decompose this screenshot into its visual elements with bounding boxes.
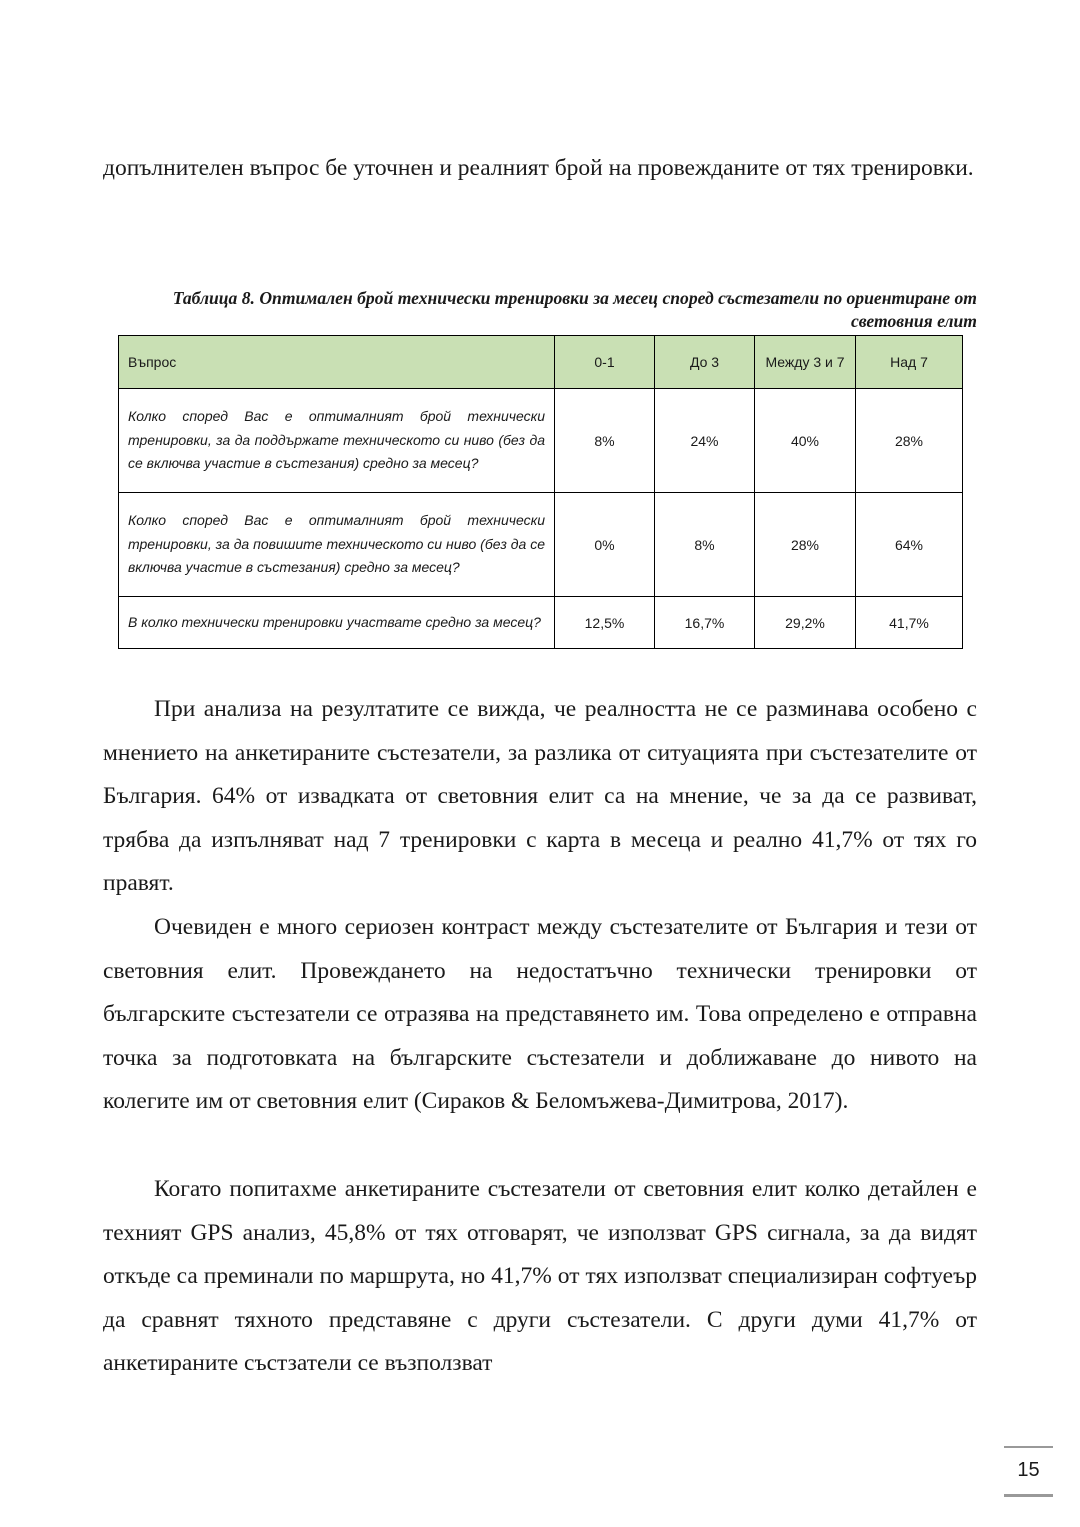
row-value: 29,2% <box>755 597 856 649</box>
header-up-to-3: До 3 <box>655 336 755 389</box>
row-value: 28% <box>755 493 856 597</box>
header-over-7: Над 7 <box>856 336 963 389</box>
row-question: Колко според Вас е оптималният брой технически тренировки, за да повишите техническото си ниво (без да се включва участие в състезания) средно за месец? <box>119 493 555 597</box>
body-paragraph: При анализа на резултатите се вижда, че реалността не се разминава особено с мнението на анкетираните състезатели, за разлика от ситуацията при състезателите от България. 64% от извадката от световния елит са на мнение, че за да се развиват, трябва да изпълняват над 7 тренировки с карта в месеца и реално 41,7% от тях го правят. <box>103 696 977 897</box>
row-question: В колко технически тренировки участвате средно за месец? <box>119 597 555 649</box>
row-value: 8% <box>655 493 755 597</box>
table-header-row <box>119 336 963 389</box>
row-value: 28% <box>856 389 963 493</box>
header-question: Въпрос <box>119 336 555 389</box>
row-value: 8% <box>555 389 655 493</box>
body-paragraph: Очевиден е много сериозен контраст между състезателите от България и тези от световния елит. Провеждането на недостатъчно технически тренировки от българските състезатели се отразява на представянето им. Това определено е отправна точка за подготовката на българските състезатели и доближаване до нивото на колегите им от световния елит (Сираков & Беломъжева-Димитрова, 2017). <box>103 914 977 1115</box>
table-row <box>119 493 963 597</box>
row-value: 12,5% <box>555 597 655 649</box>
row-question: Колко според Вас е оптималният брой технически тренировки, за да поддържате техническото си ниво (без да се включва участие в състезания) средно за месец? <box>119 389 555 493</box>
results-table <box>118 335 963 649</box>
body-paragraph: Когато попитахме анкетираните състезатели от световния елит колко детайлен е техният GPS анализ, 45,8% от тях отговарят, че използват GPS сигнала, за да видят откъде са преминали по маршрута, но 41,7% от тях използват специализиран софтуеър да сравнят тяхното представяне с други състезатели. С други думи 41,7% от анкетираните състзатели се възползват <box>103 1176 977 1377</box>
header-3-to-7: Между 3 и 7 <box>755 336 856 389</box>
row-value: 41,7% <box>856 597 963 649</box>
table-row <box>119 597 963 649</box>
intro-paragraph: допълнителен въпрос бе уточнен и реалният брой на провежданите от тях тренировки. <box>103 155 974 181</box>
table-caption: Таблица 8. Оптимален брой технически тренировки за месец според състезатели по ориентиране от световния елит <box>172 288 977 331</box>
header-0-1: 0-1 <box>555 336 655 389</box>
row-value: 40% <box>755 389 856 493</box>
row-value: 24% <box>655 389 755 493</box>
row-value: 0% <box>555 493 655 597</box>
page-number: 15 <box>1004 1446 1053 1497</box>
row-value: 16,7% <box>655 597 755 649</box>
row-value: 64% <box>856 493 963 597</box>
table-row <box>119 389 963 493</box>
